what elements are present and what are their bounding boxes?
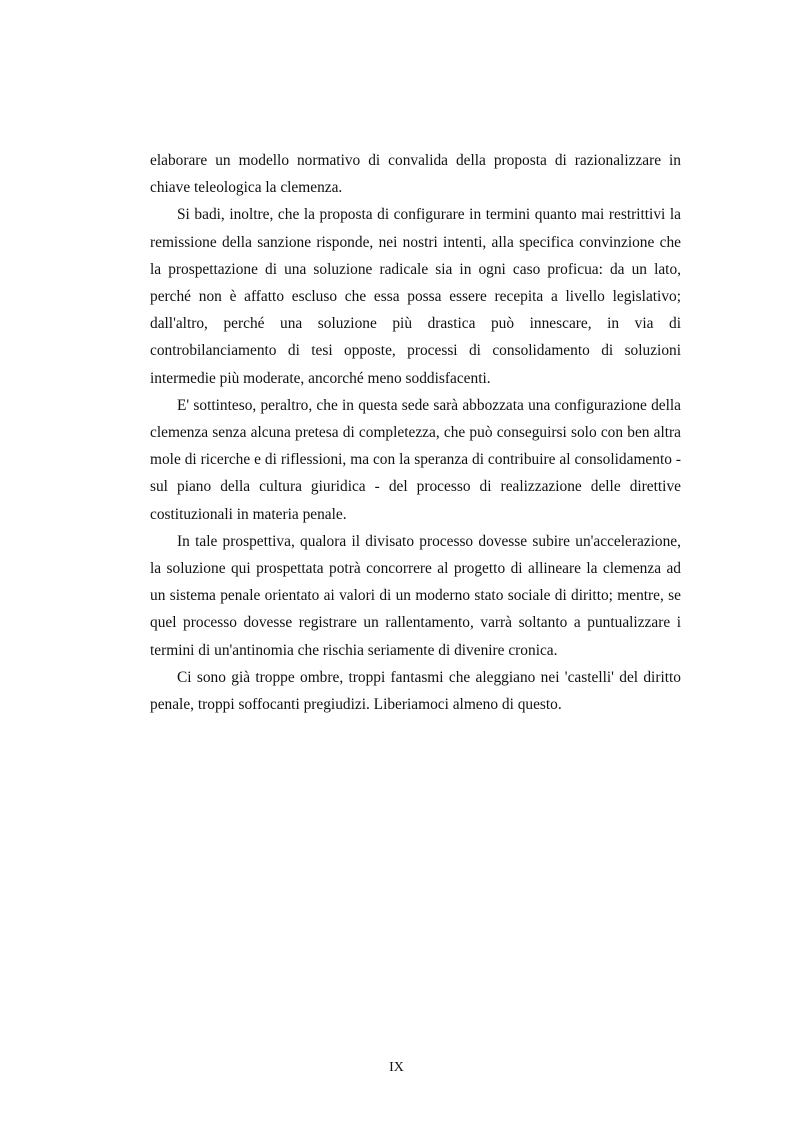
paragraph-5: Ci sono già troppe ombre, troppi fantasmi che aleggiano nei 'castelli' del diritto penale, troppi soffocanti pregiudizi. Liberiamoci almeno di questo. [150,668,681,714]
paragraph-1: elaborare un modello normativo di convalida della proposta di razionalizzare in chiave teleologica la clemenza. [150,152,681,197]
paragraph-4: In tale prospettiva, qualora il divisato processo dovesse subire un'accelerazione, la soluzione qui prospettata potrà concorrere al progetto di allineare la clemenza ad un sistema penale orientato ai valori di un moderno stato sociale di diritto; mentre, se quel processo dovesse registrare un rallentamento, varrà soltanto a puntualizzare i termini di un'antinomia che rischia seriamente di divenire cronica. [150,532,681,659]
page-number: IX [389,1060,404,1075]
body-text [150,147,681,718]
paragraph-2: Si badi, inoltre, che la proposta di configurare in termini quanto mai restrittivi la remissione della sanzione risponde, nei nostri intenti, alla specifica convinzione che la prospettazione di una soluzione radicale sia in ogni caso proficua: da un lato, perché non è affatto escluso che essa possa essere recepita a livello legislativo; dall'altro, perché una soluzione più drastica può innescare, in via di controbilanciamento di tesi opposte, processi di consolidamento di soluzioni intermedie più moderate, ancorché meno soddisfacenti. [150,206,681,387]
paragraph-3: E' sottinteso, peraltro, che in questa sede sarà abbozzata una configurazione della clemenza senza alcuna pretesa di completezza, che può conseguirsi solo con ben altra mole di ricerche e di riflessioni, ma con la speranza di contribuire al consolidamento - sul piano della cultura giuridica - del processo di realizzazione delle direttive costituzionali in materia penale. [150,396,681,523]
